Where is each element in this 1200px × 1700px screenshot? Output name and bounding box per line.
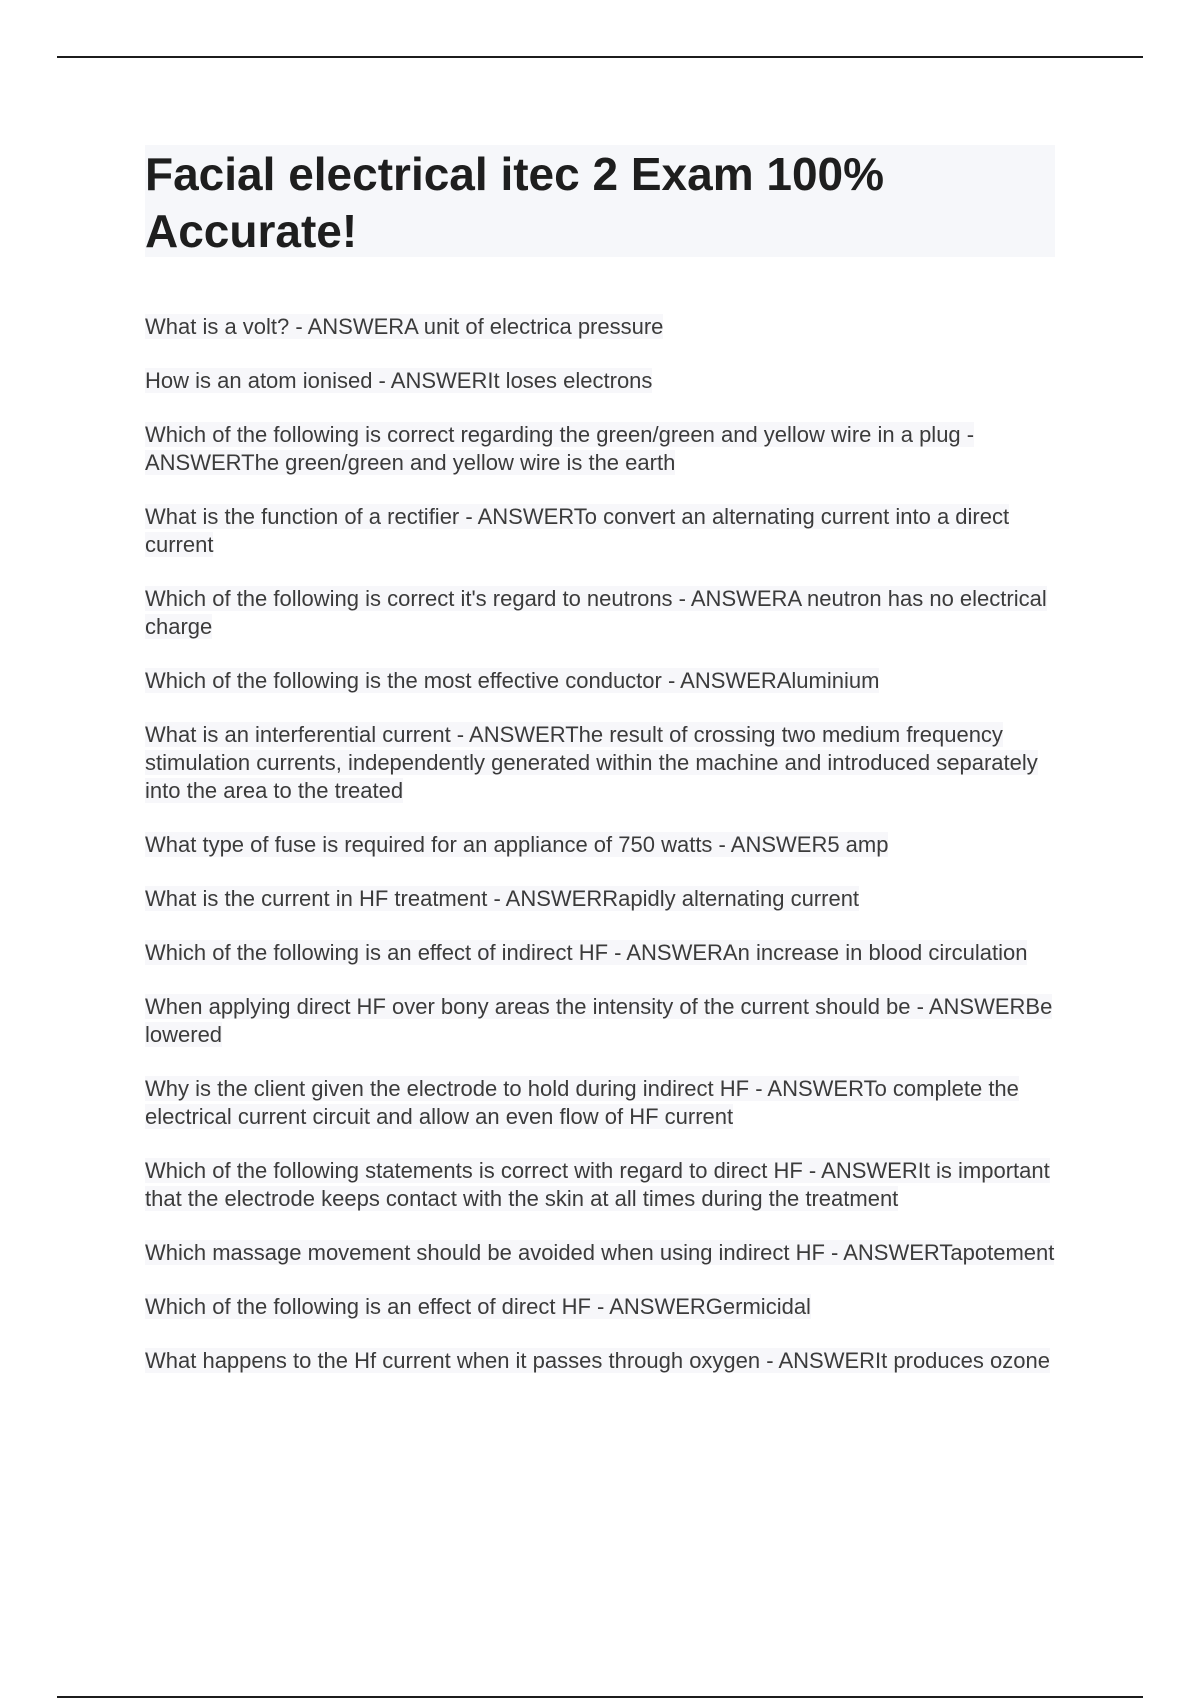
- qa-list: [145, 313, 1055, 1375]
- qa-item: When applying direct HF over bony areas the intensity of the current should be - ANSWERBe lowered: [145, 994, 1053, 1047]
- qa-item: What is the current in HF treatment - ANSWERRapidly alternating current: [145, 886, 860, 911]
- top-divider: [57, 56, 1143, 58]
- qa-item: What type of fuse is required for an appliance of 750 watts - ANSWER5 amp: [145, 832, 889, 857]
- qa-item: Which massage movement should be avoided when using indirect HF - ANSWERTapotement: [145, 1240, 1055, 1265]
- qa-item: Which of the following is an effect of direct HF - ANSWERGermicidal: [145, 1294, 811, 1319]
- bottom-divider: [57, 1696, 1143, 1698]
- qa-item: Which of the following statements is correct with regard to direct HF - ANSWERIt is important that the electrode keeps contact with the skin at all times during the treatment: [145, 1158, 1050, 1211]
- qa-item: How is an atom ionised - ANSWERIt loses electrons: [145, 368, 653, 393]
- qa-item: Which of the following is correct it's regard to neutrons - ANSWERA neutron has no electrical charge: [145, 586, 1047, 639]
- qa-item: What happens to the Hf current when it passes through oxygen - ANSWERIt produces ozone: [145, 1348, 1050, 1373]
- qa-item: What is the function of a rectifier - ANSWERTo convert an alternating current into a direct current: [145, 504, 1010, 557]
- qa-item: Which of the following is the most effective conductor - ANSWERAluminium: [145, 668, 880, 693]
- qa-item: Which of the following is an effect of indirect HF - ANSWERAn increase in blood circulation: [145, 940, 1028, 965]
- document-body: [145, 145, 1055, 1401]
- qa-item: Which of the following is correct regarding the green/green and yellow wire in a plug - ANSWERThe green/green and yellow wire is the earth: [145, 422, 975, 475]
- qa-item: What is an interferential current - ANSWERThe result of crossing two medium frequency stimulation currents, independently generated within the machine and introduced separately into the area to the treated: [145, 722, 1038, 803]
- qa-item: Why is the client given the electrode to hold during indirect HF - ANSWERTo complete the electrical current circuit and allow an even flow of HF current: [145, 1076, 1019, 1129]
- title-block: [145, 145, 1055, 257]
- document-title: Facial electrical itec 2 Exam 100% Accurate!: [145, 148, 885, 257]
- qa-item: What is a volt? - ANSWERA unit of electrica pressure: [145, 314, 664, 339]
